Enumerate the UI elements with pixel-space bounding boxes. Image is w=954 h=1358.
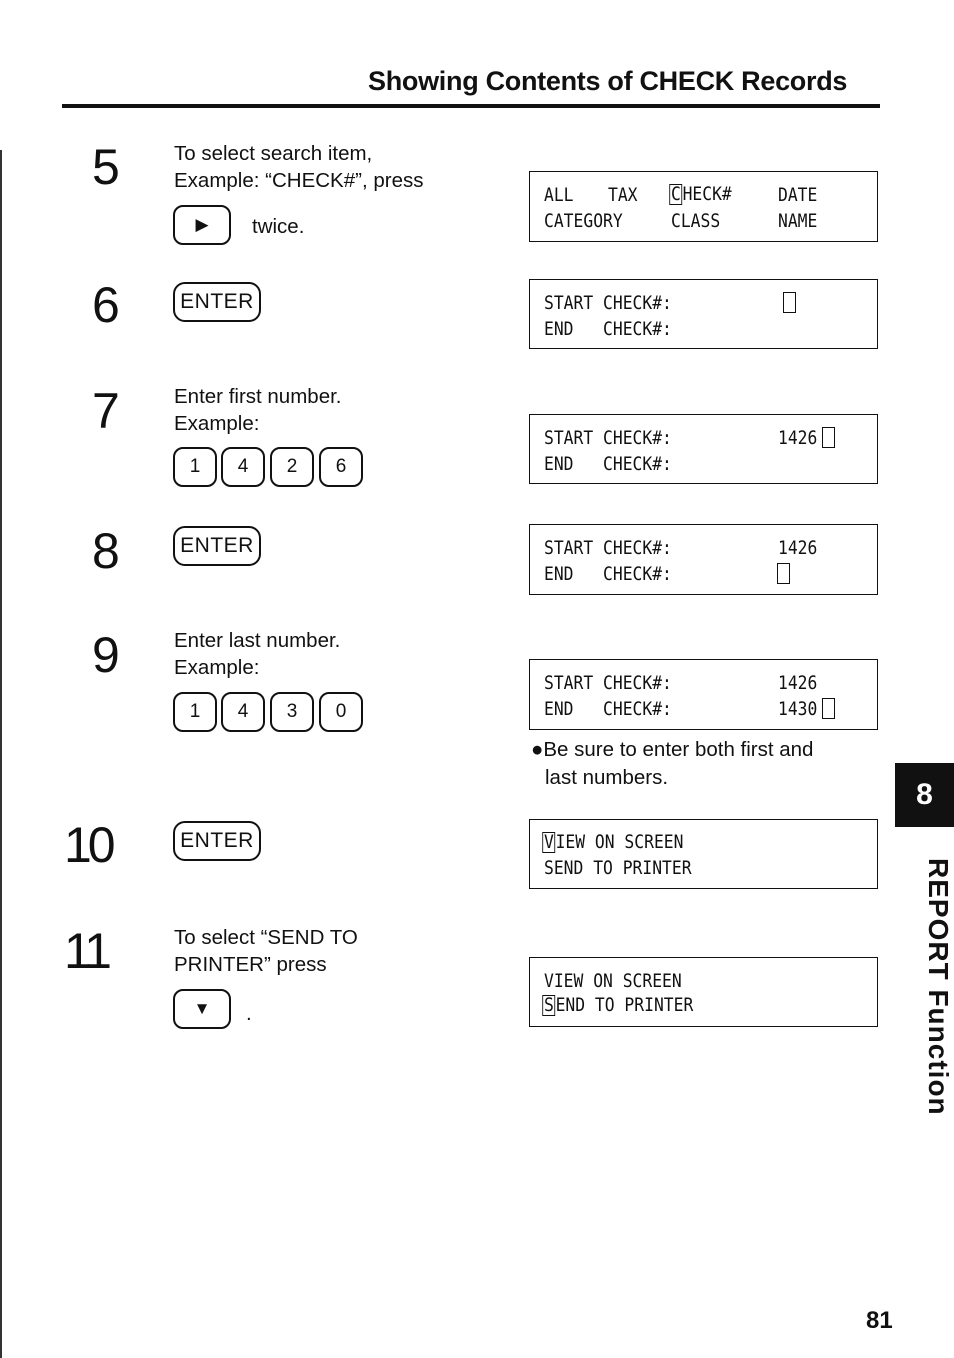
lcd-text: DATE bbox=[778, 184, 818, 206]
key-6-icon: 6 bbox=[319, 447, 363, 487]
step-number-5: 5 bbox=[92, 139, 120, 195]
lcd-text: CLASS bbox=[671, 210, 721, 232]
lcd-text: HECK# bbox=[682, 183, 732, 205]
key-2-icon: 2 bbox=[270, 447, 314, 487]
lcd-text: SEND TO PRINTER bbox=[544, 857, 692, 879]
lcd-cursor-char: V bbox=[544, 831, 554, 853]
enter-key-icon: ENTER bbox=[173, 821, 261, 861]
step-7-line-2: Example: bbox=[174, 412, 260, 435]
note-line-1: ●Be sure to enter both first and bbox=[531, 738, 814, 761]
lcd-text: NAME bbox=[778, 210, 818, 232]
lcd-display-check-range bbox=[529, 414, 878, 484]
step-number-6: 6 bbox=[92, 277, 120, 333]
lcd-text: VIEW ON SCREEN bbox=[544, 970, 682, 992]
lcd-cursor-icon bbox=[777, 563, 790, 584]
key-4-icon: 4 bbox=[221, 447, 265, 487]
lcd-value: 1430 bbox=[778, 698, 818, 720]
step-9-line-1: Enter last number. bbox=[174, 629, 341, 652]
step-11-after-text: . bbox=[246, 1002, 252, 1025]
chapter-tab: 8 bbox=[895, 763, 954, 827]
lcd-text: START CHECK#: bbox=[544, 292, 672, 314]
chapter-label: REPORT Function bbox=[923, 858, 954, 1116]
lcd-selected-item bbox=[544, 995, 693, 1016]
step-5-line-1: To select search item, bbox=[174, 142, 373, 165]
lcd-selected-item bbox=[544, 832, 683, 853]
step-7-line-1: Enter first number. bbox=[174, 385, 342, 408]
enter-key-icon: ENTER bbox=[173, 526, 261, 566]
lcd-cursor-char: S bbox=[544, 994, 554, 1016]
lcd-text: IEW ON SCREEN bbox=[555, 831, 684, 853]
lcd-value: 1426 bbox=[778, 427, 818, 449]
step-number-7: 7 bbox=[92, 383, 120, 439]
lcd-cursor-icon bbox=[783, 292, 796, 313]
lcd-text: START CHECK#: bbox=[544, 537, 672, 559]
key-1-icon: 1 bbox=[173, 447, 217, 487]
lcd-text: END CHECK#: bbox=[544, 698, 672, 720]
binding-edge-rule bbox=[0, 150, 2, 1358]
lcd-text: END TO PRINTER bbox=[555, 994, 694, 1016]
lcd-text: END CHECK#: bbox=[544, 453, 672, 475]
header-rule bbox=[62, 104, 880, 108]
step-number-10: 10 bbox=[64, 817, 112, 873]
step-number-8: 8 bbox=[92, 523, 120, 579]
lcd-text: START CHECK#: bbox=[544, 672, 672, 694]
lcd-display-check-range bbox=[529, 524, 878, 595]
lcd-text: CATEGORY bbox=[544, 210, 623, 232]
lcd-text: ALL bbox=[544, 184, 574, 206]
step-5-after-text: twice. bbox=[252, 215, 305, 238]
lcd-display-output-menu bbox=[529, 819, 878, 889]
lcd-display-output-menu bbox=[529, 957, 878, 1027]
lcd-text: END CHECK#: bbox=[544, 318, 672, 340]
lcd-cursor-char: C bbox=[671, 183, 681, 205]
lcd-selected-item bbox=[671, 184, 732, 205]
page-title: Showing Contents of CHECK Records bbox=[368, 66, 848, 96]
lcd-value: 1426 bbox=[778, 537, 818, 559]
lcd-display-check-range bbox=[529, 659, 878, 730]
lcd-text: END CHECK#: bbox=[544, 563, 672, 585]
key-0-icon: 0 bbox=[319, 692, 363, 732]
step-9-line-2: Example: bbox=[174, 656, 260, 679]
lcd-cursor-icon bbox=[822, 427, 835, 448]
lcd-cursor-icon bbox=[822, 698, 835, 719]
down-arrow-key-icon: ▼ bbox=[173, 989, 231, 1029]
key-4-icon: 4 bbox=[221, 692, 265, 732]
lcd-display-search-items bbox=[529, 171, 878, 242]
step-number-11: 11 bbox=[64, 923, 108, 979]
lcd-text: START CHECK#: bbox=[544, 427, 672, 449]
enter-key-icon: ENTER bbox=[173, 282, 261, 322]
key-1-icon: 1 bbox=[173, 692, 217, 732]
step-11-line-2: PRINTER” press bbox=[174, 953, 327, 976]
step-5-line-2: Example: “CHECK#”, press bbox=[174, 169, 424, 192]
key-3-icon: 3 bbox=[270, 692, 314, 732]
right-arrow-key-icon: ▶ bbox=[173, 205, 231, 245]
page-number: 81 bbox=[866, 1307, 893, 1334]
lcd-text: TAX bbox=[608, 184, 638, 206]
step-number-9: 9 bbox=[92, 627, 120, 683]
lcd-display-check-range bbox=[529, 279, 878, 349]
note-line-2: last numbers. bbox=[545, 766, 669, 789]
lcd-value: 1426 bbox=[778, 672, 818, 694]
step-11-line-1: To select “SEND TO bbox=[174, 926, 358, 949]
